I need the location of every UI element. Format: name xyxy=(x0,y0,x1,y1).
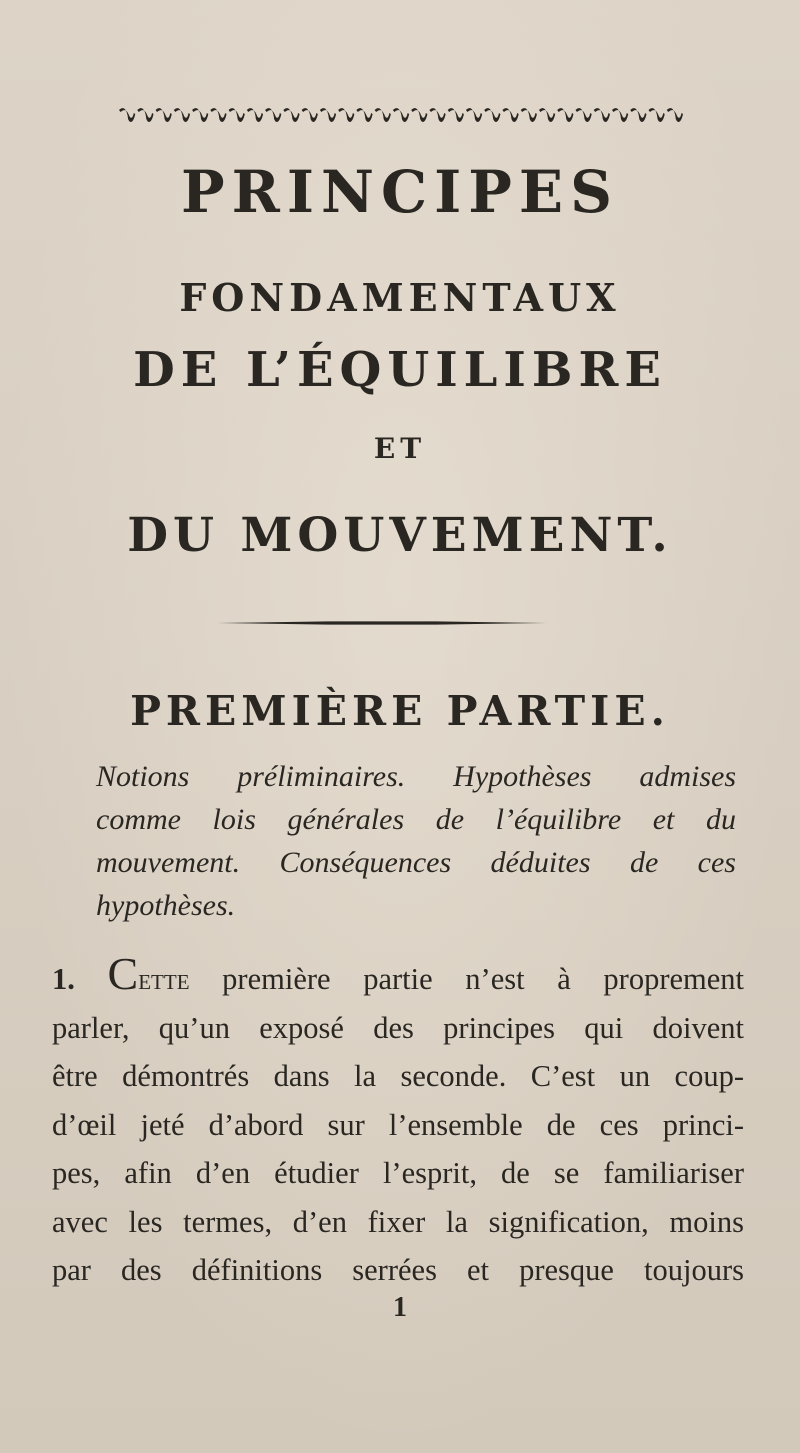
title-subtitle-line-2: DE L’ÉQUILIBRE xyxy=(133,342,667,398)
signature-mark: 1 xyxy=(393,1292,407,1323)
chapter-summary xyxy=(96,755,736,927)
paragraph-line: avec les termes, d’en fixer la signification, moins xyxy=(52,1204,744,1239)
drop-capital: C xyxy=(107,948,139,999)
ornament-scroll xyxy=(484,108,500,122)
ornament-scroll xyxy=(648,108,664,122)
ornament-scroll xyxy=(174,108,190,122)
ornament-scroll xyxy=(320,108,336,122)
summary-line: Notions préliminaires. Hypothèses admises xyxy=(96,760,736,793)
ornament-scroll xyxy=(356,108,372,122)
ornament-scroll xyxy=(411,108,427,122)
ornament-scroll xyxy=(247,108,263,122)
ornament-scroll xyxy=(375,108,391,122)
paragraph-line: parler, qu’un exposé des principes qui doivent xyxy=(52,1010,744,1045)
first-line-rest: première partie n’est à proprement xyxy=(189,962,744,996)
ornament-scroll xyxy=(283,108,299,122)
ornament-scroll xyxy=(448,108,464,122)
ornament-scroll xyxy=(630,108,646,122)
section-divider-rule xyxy=(218,621,546,625)
paragraph-first-line xyxy=(52,948,744,1004)
title-subtitle-line-4: DU MOUVEMENT. xyxy=(127,508,673,563)
ornament-scroll xyxy=(302,108,318,122)
ornament-scroll xyxy=(119,108,135,122)
ornament-scroll xyxy=(521,108,537,122)
ornament-scroll xyxy=(575,108,591,122)
ornament-scroll xyxy=(192,108,208,122)
ornament-scroll xyxy=(539,108,555,122)
ornament-scroll xyxy=(557,108,573,122)
title-subtitle-line-3: ET xyxy=(373,432,427,465)
ornament-scroll xyxy=(229,108,245,122)
paragraph-line: par des définitions serrées et presque toujours xyxy=(52,1253,744,1287)
body-paragraph xyxy=(52,948,744,1295)
ornamental-border xyxy=(118,104,684,126)
ornament-scroll xyxy=(393,108,409,122)
ornament-scroll xyxy=(137,108,153,122)
page-title: PRINCIPES xyxy=(181,158,619,226)
ornament-scroll xyxy=(338,108,354,122)
summary-line: comme lois générales de l’équilibre et du xyxy=(96,803,736,836)
ornament-scroll xyxy=(210,108,226,122)
ornament-scroll xyxy=(612,108,628,122)
summary-line: hypothèses. xyxy=(96,889,236,922)
ornament-scroll xyxy=(667,108,683,122)
ornament-scroll xyxy=(502,108,518,122)
summary-line: mouvement. Conséquences déduites de ces xyxy=(96,846,736,879)
part-heading: PREMIÈRE PARTIE. xyxy=(130,687,670,735)
paragraph-line: être démontrés dans la seconde. C’est un coup- xyxy=(52,1059,744,1093)
paragraph-line: pes, afin d’en étudier l’esprit, de se familiariser xyxy=(52,1156,744,1190)
small-caps-word: ette xyxy=(138,962,190,996)
paragraph-line: d’œil jeté d’abord sur l’ensemble de ces princi- xyxy=(52,1107,744,1142)
ornament-scroll xyxy=(429,108,445,122)
ornament-scroll xyxy=(594,108,610,122)
title-subtitle-line-1: FONDAMENTAUX xyxy=(179,275,621,320)
paragraph-number: 1. xyxy=(52,962,75,996)
ornament-scroll xyxy=(466,108,482,122)
ornament-scroll xyxy=(265,108,281,122)
ornament-scroll xyxy=(156,108,172,122)
